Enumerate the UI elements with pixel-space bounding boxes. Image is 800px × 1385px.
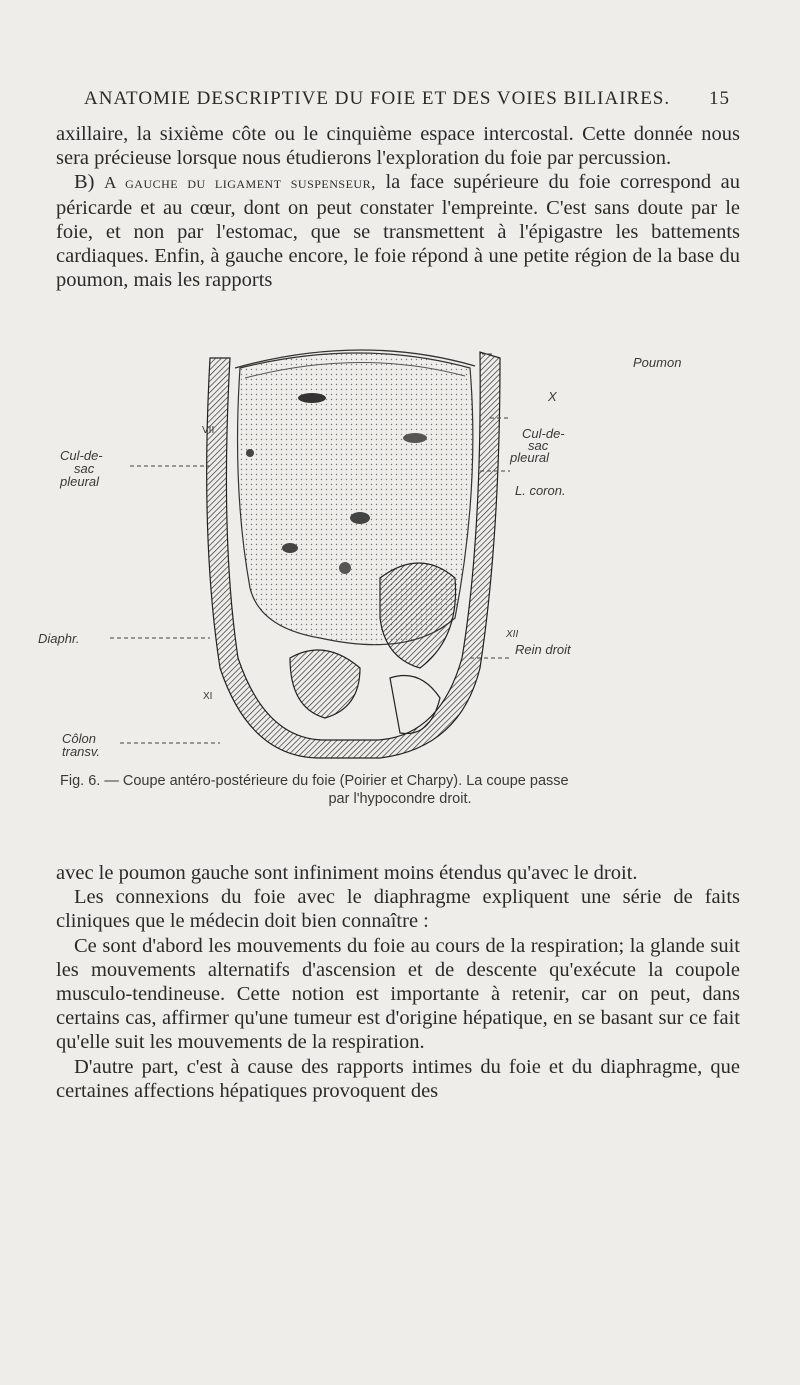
label-poumon: Poumon <box>633 355 682 370</box>
paragraph-b <box>56 170 740 292</box>
paragraph-lead: B) <box>74 171 105 194</box>
text-block-top <box>56 122 740 292</box>
label-cul-de-sac-left-3: pleural <box>60 474 100 489</box>
paragraph: avec le poumon gauche sont infiniment moins étendus qu'avec le droit. <box>56 862 638 884</box>
paragraph: Ce sont d'abord les mouvements du foie au cours de la respiration; la glande suit les mouvements alternatifs d'ascension et de descente qu'exécute la coupole musculo-tendineuse. Cette notion est importante à retenir, car on peut, dans certains cas, affirmer qu'une tumeur est d'origine hépatique, en se basant sur ce fait qu'elle suit les mouvements de la respiration. <box>56 934 740 1054</box>
paragraph: D'autre part, c'est à cause des rapports intimes du foie et du diaphragme, que certaines affections hépatiques provoquent des <box>56 1055 740 1102</box>
label-cul-de-sac-left-1: Cul-de- <box>60 448 103 463</box>
label-rein-droit: Rein droit <box>515 642 571 657</box>
text-block-bottom <box>56 861 740 1103</box>
small-caps-heading: A gauche du ligament suspenseur, <box>104 173 376 193</box>
label-l-coron: L. coron. <box>515 483 566 498</box>
figure-caption <box>60 772 740 808</box>
caption-line-1: Fig. 6. — Coupe antéro-postérieure du foie (Poirier et Charpy). La coupe passe <box>60 773 569 789</box>
label-rib-right: X <box>548 389 557 404</box>
label-cul-de-sac-right-1: Cul-de- <box>522 426 565 441</box>
page-number: 15 <box>709 88 730 109</box>
label-cul-de-sac-right-3: pleural <box>510 450 550 465</box>
anatomical-figure <box>38 338 720 764</box>
label-cul-de-sac-right-2: sac <box>528 438 549 453</box>
caption-line-2: par l'hypocondre droit. <box>328 791 472 807</box>
label-rib-xii: XII <box>506 629 519 640</box>
paragraph: Les connexions du foie avec le diaphragme expliquent une série de faits cliniques que le médecin doit bien connaître : <box>56 886 740 933</box>
paragraph: axillaire, la sixième côte ou le cinquième espace intercostal. Cette donnée nous sera précieuse lorsque nous étudierons l'exploration du foie par percussion. <box>56 123 740 170</box>
liver-section-illustration <box>60 338 720 764</box>
label-rib-vii: VII <box>202 425 215 436</box>
label-diaphr: Diaphr. <box>38 631 80 646</box>
label-rib-xi: XI <box>203 691 213 702</box>
running-title: ANATOMIE DESCRIPTIVE DU FOIE ET DES VOIES BILIAIRES. <box>84 88 671 109</box>
label-colon-1: Côlon <box>62 731 96 746</box>
label-cul-de-sac-left-2: sac <box>74 461 95 476</box>
label-colon-2: transv. <box>62 744 101 759</box>
paragraph-text: la face supérieure du foie correspond au péricarde et au cœur, dont on peut constater l'empreinte. C'est sans doute par le foie, et non par l'estomac, que se transmettent à l'épigastre les battements cardiaques. Enfin, à gauche encore, le foie répond à une petite région de la base du poumon, mais les rapports <box>56 171 741 292</box>
